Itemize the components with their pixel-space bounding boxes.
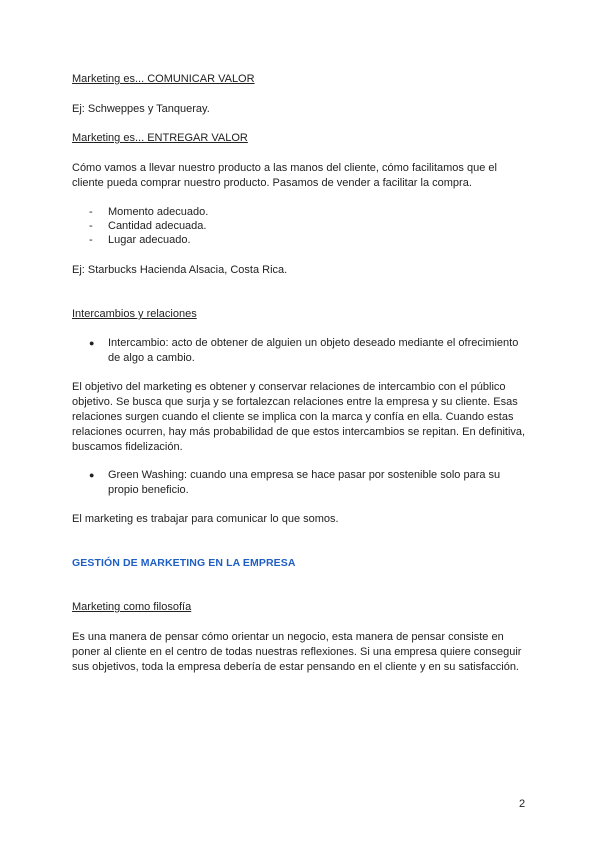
page-number: 2	[519, 798, 526, 810]
paragraph-entregar-valor: Cómo vamos a llevar nuestro producto a las manos del cliente, cómo facilitamos que el cliente pueda comprar nuestro producto. Pasamos de vender a facilitar la compra.	[72, 162, 497, 189]
section-title-gestion: GESTIÓN DE MARKETING EN LA EMPRESA	[72, 557, 296, 569]
bullet-icon: ●	[89, 470, 95, 480]
paragraph-filosofia: Es una manera de pensar cómo orientar un negocio, esta manera de pensar consiste en poner al cliente en el centro de todas nuestras reflexiones. Si una empresa quiere conseguir sus objetivos, toda la empresa debería de estar pensando en el cliente y en su satisfacción.	[72, 631, 522, 673]
dash-marker: -	[89, 206, 93, 218]
dash-marker: -	[89, 220, 93, 232]
closing-statement: El marketing es trabajar para comunicar lo que somos.	[72, 513, 339, 525]
dash-marker: -	[89, 234, 93, 246]
list-item-text: Cantidad adecuada.	[108, 220, 207, 232]
heading-intercambios: Intercambios y relaciones	[72, 308, 197, 320]
bullet-text: Intercambio: acto de obtener de alguien un objeto deseado mediante el ofrecimiento de algo a cambio.	[108, 337, 519, 364]
heading-marketing-filosofia: Marketing como filosofía	[72, 601, 192, 613]
bullet-icon: ●	[89, 338, 95, 348]
heading-entregar-valor: Marketing es... ENTREGAR VALOR	[72, 132, 248, 144]
example-schweppes: Ej: Schweppes y Tanqueray.	[72, 103, 210, 115]
bullet-text: Green Washing: cuando una empresa se hace pasar por sostenible solo para su propio beneficio.	[108, 469, 501, 496]
paragraph-objetivo-marketing: El objetivo del marketing es obtener y conservar relaciones de intercambio con el público objetivo. Se busca que surja y se fortalezcan relaciones entre la empresa y su cliente. Esas relaciones surgen cuando el cliente se implica con la marca y confía en ella. Cuando estas relaciones ocurren, hay más probabilidad de que estos intercambios se repitan. En definitiva, buscamos fidelización.	[72, 381, 526, 453]
heading-comunicar-valor: Marketing es... COMUNICAR VALOR	[72, 73, 255, 85]
list-item-text: Momento adecuado.	[108, 206, 209, 218]
example-starbucks: Ej: Starbucks Hacienda Alsacia, Costa Rica.	[72, 264, 288, 276]
list-item-text: Lugar adecuado.	[108, 234, 191, 246]
